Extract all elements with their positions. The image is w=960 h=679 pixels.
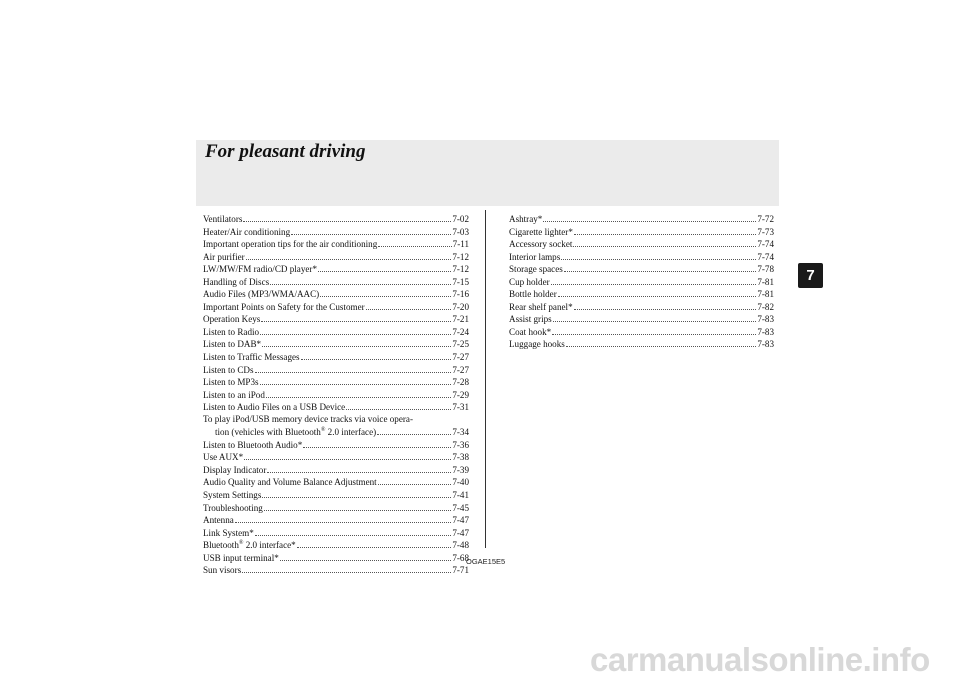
toc-entry-title: Operation Keys — [203, 314, 261, 325]
toc-entry[interactable] — [203, 363, 469, 376]
toc-entry[interactable] — [203, 300, 469, 313]
toc-entry[interactable] — [509, 237, 774, 250]
toc-entry-title: Handling of Discs — [203, 276, 270, 287]
dot-leader — [320, 287, 451, 297]
registered-mark: ® — [238, 540, 244, 547]
toc-entry-title: Storage spaces — [509, 264, 563, 275]
dot-leader — [551, 275, 757, 285]
dot-leader — [318, 262, 451, 272]
toc-entry-title: Important Points on Safety for the Customer — [203, 301, 365, 312]
toc-entry-page: 7-71 — [452, 565, 469, 576]
dot-leader — [558, 287, 757, 297]
toc-entry-page: 7-21 — [452, 314, 469, 325]
dot-leader — [564, 262, 757, 272]
toc-entry-title: Air purifier — [203, 251, 245, 262]
toc-entry-page: 7-73 — [757, 226, 774, 237]
toc-entry[interactable] — [203, 250, 469, 263]
toc-entry-title: Cigarette lighter* — [509, 226, 573, 237]
toc-entry[interactable] — [203, 463, 469, 476]
toc-entry[interactable] — [203, 375, 469, 388]
toc-entry-title: Listen to DAB* — [203, 339, 262, 350]
toc-entry[interactable] — [509, 225, 774, 238]
toc-entry-page: 7-27 — [452, 352, 469, 363]
dot-leader — [574, 225, 756, 235]
toc-entry-page: 7-41 — [452, 490, 469, 501]
toc-entry[interactable] — [509, 250, 774, 263]
dot-leader — [280, 551, 452, 561]
toc-entry[interactable] — [203, 425, 469, 438]
toc-entry-title: Cup holder — [509, 276, 550, 287]
page-code: OGAE15E5 — [466, 557, 506, 566]
toc-entry[interactable] — [203, 275, 469, 288]
dot-leader — [553, 312, 757, 322]
toc-entry-title-text: 2.0 interface) — [325, 427, 377, 438]
toc-entry-title: Coat hook* — [509, 326, 552, 337]
dot-leader — [301, 350, 452, 360]
toc-entry[interactable] — [509, 262, 774, 275]
dot-leader — [244, 450, 451, 460]
toc-entry-title: Assist grips — [509, 314, 552, 325]
toc-entry[interactable] — [203, 337, 469, 350]
toc-entry-title: Listen to Audio Files on a USB Device — [203, 402, 346, 413]
dot-leader — [573, 237, 756, 247]
toc-entry-title: Listen to Bluetooth Audio* — [203, 439, 303, 450]
toc-entry-page: 7-15 — [452, 276, 469, 287]
toc-entry-page: 7-78 — [757, 264, 774, 275]
toc-entry-title: To play iPod/USB memory device tracks via voice opera- — [203, 413, 413, 424]
toc-entry-title: Listen to MP3s — [203, 377, 259, 388]
toc-entry-page: 7-28 — [452, 377, 469, 388]
toc-entry-page: 7-36 — [452, 439, 469, 450]
toc-entry[interactable] — [203, 400, 469, 413]
toc-entry-page: 7-74 — [757, 251, 774, 262]
toc-entry-title-text: Bluetooth — [203, 540, 239, 551]
dot-leader — [566, 337, 757, 347]
dot-leader — [262, 488, 451, 498]
toc-entry[interactable] — [203, 475, 469, 488]
dot-leader — [255, 526, 452, 536]
toc-entry-title: Bottle holder — [509, 289, 557, 300]
dot-leader — [246, 250, 452, 260]
toc-entry-page: 7-27 — [452, 364, 469, 375]
toc-entry-page: 7-24 — [452, 326, 469, 337]
toc-entry-page: 7-82 — [757, 301, 774, 312]
dot-leader — [261, 312, 451, 322]
toc-entry-title: Audio Files (MP3/WMA/AAC) — [203, 289, 320, 300]
toc-entry-page: 7-29 — [452, 389, 469, 400]
dot-leader — [378, 237, 451, 247]
toc-entry[interactable] — [203, 438, 469, 451]
toc-entry-page: 7-83 — [757, 314, 774, 325]
toc-entry[interactable] — [203, 287, 469, 300]
toc-entry[interactable] — [203, 501, 469, 514]
toc-entry[interactable] — [203, 551, 469, 564]
toc-entry[interactable] — [203, 325, 469, 338]
toc-entry[interactable] — [203, 488, 469, 501]
toc-entry[interactable] — [509, 312, 774, 325]
toc-entry-title: Accessory socket — [509, 239, 573, 250]
toc-entry-title: Ashtray* — [509, 214, 543, 224]
toc-entry-title: Listen to Traffic Messages — [203, 352, 300, 363]
toc-entry-title: Luggage hooks — [509, 339, 565, 350]
toc-entry-page: 7-83 — [757, 339, 774, 350]
toc-entry-title: Use AUX* — [203, 452, 244, 463]
toc-entry[interactable] — [509, 287, 774, 300]
toc-entry[interactable] — [203, 212, 469, 225]
watermark: carmanualsonline.info — [590, 641, 930, 678]
toc-entry[interactable] — [509, 275, 774, 288]
dot-leader — [297, 538, 452, 548]
toc-entry-title: Link System* — [203, 527, 254, 538]
dot-leader — [366, 300, 452, 310]
toc-entry-page: 7-68 — [452, 552, 469, 563]
toc-entry-page: 7-12 — [452, 251, 469, 262]
toc-entry[interactable] — [203, 388, 469, 401]
toc-entry-title: Rear shelf panel* — [509, 301, 573, 312]
dot-leader — [243, 212, 451, 222]
toc-entry-title: System Settings — [203, 490, 262, 501]
toc-entry[interactable] — [203, 350, 469, 363]
toc-entry-page: 7-38 — [452, 452, 469, 463]
toc-entry-title: Ventilators — [203, 214, 243, 224]
toc-entry-page: 7-11 — [452, 239, 469, 250]
dot-leader — [255, 363, 452, 373]
dot-leader — [270, 275, 451, 285]
toc-entry[interactable] — [203, 237, 469, 250]
registered-mark: ® — [320, 427, 326, 434]
dot-leader — [264, 501, 452, 511]
toc-entry-page: 7-74 — [757, 239, 774, 250]
toc-entry-page: 7-48 — [452, 540, 469, 551]
dot-leader — [552, 325, 756, 335]
toc-entry[interactable] — [509, 325, 774, 338]
toc-entry-title-text: tion (vehicles with Bluetooth — [215, 427, 321, 438]
dot-leader — [378, 475, 452, 485]
toc-entry-page: 7-40 — [452, 477, 469, 488]
toc-entry-page: 7-20 — [452, 301, 469, 312]
dot-leader — [574, 300, 757, 310]
toc-entry[interactable] — [203, 450, 469, 463]
toc-entry[interactable] — [203, 526, 469, 539]
toc-entry[interactable] — [509, 337, 774, 350]
toc-entry[interactable] — [203, 312, 469, 325]
toc-entry-page: 7-16 — [452, 289, 469, 300]
toc-entry-page: 7-31 — [452, 402, 469, 413]
toc-entry-title: Important operation tips for the air conditioning — [203, 239, 378, 250]
toc-entry[interactable] — [203, 413, 469, 426]
toc-entry[interactable] — [203, 538, 469, 551]
dot-leader — [262, 337, 451, 347]
dot-leader — [260, 325, 451, 335]
toc-entry[interactable] — [509, 212, 774, 225]
toc-entry-page: 7-81 — [757, 276, 774, 287]
toc-entry-page: 7-34 — [452, 427, 469, 438]
section-title: For pleasant driving — [205, 141, 366, 162]
toc-column-left — [203, 212, 469, 576]
toc-entry-page: 7-72 — [757, 214, 774, 224]
toc-entry-title: Heater/Air conditioning — [203, 226, 291, 237]
toc-entry-title: LW/MW/FM radio/CD player* — [203, 264, 317, 275]
toc-entry[interactable] — [203, 262, 469, 275]
toc-entry[interactable] — [203, 513, 469, 526]
toc-entry-page: 7-03 — [452, 226, 469, 237]
toc-entry-title: Sun visors — [203, 565, 242, 576]
toc-entry-title: USB input terminal* — [203, 552, 279, 563]
dot-leader — [235, 513, 452, 523]
dot-leader — [561, 250, 756, 260]
toc-entry-page: 7-12 — [452, 264, 469, 275]
dot-leader — [291, 225, 451, 235]
toc-entry-page: 7-45 — [452, 502, 469, 513]
dot-leader — [346, 400, 451, 410]
dot-leader — [303, 438, 451, 448]
dot-leader — [242, 563, 451, 573]
toc-entry-page: 7-83 — [757, 326, 774, 337]
toc-entry-title: Listen to an iPod — [203, 389, 265, 400]
toc-entry-title: Troubleshooting — [203, 502, 263, 513]
toc-entry-page: 7-39 — [452, 464, 469, 475]
toc-entry-title: Listen to Radio — [203, 326, 260, 337]
toc-entry-page: 7-47 — [452, 515, 469, 526]
column-divider — [485, 210, 486, 548]
toc-entry-page: 7-25 — [452, 339, 469, 350]
chapter-tab: 7 — [798, 263, 823, 288]
toc-entry-page: 7-47 — [452, 527, 469, 538]
toc-entry[interactable] — [203, 563, 469, 576]
dot-leader — [266, 388, 451, 398]
toc-entry-page: 7-02 — [452, 214, 469, 224]
dot-leader — [377, 425, 451, 435]
dot-leader — [267, 463, 451, 473]
toc-entry-title-text: 2.0 interface* — [243, 540, 296, 551]
dot-leader — [260, 375, 452, 385]
toc-column-right — [509, 212, 774, 350]
toc-entry-page: 7-81 — [757, 289, 774, 300]
toc-entry-title: Interior lamps — [509, 251, 561, 262]
dot-leader — [543, 212, 756, 222]
toc-entry-title: Antenna — [203, 515, 234, 526]
toc-entry-title: Display Indicator — [203, 464, 267, 475]
toc-entry[interactable] — [203, 225, 469, 238]
toc-entry-title: Listen to CDs — [203, 364, 254, 375]
toc-entry-title: Audio Quality and Volume Balance Adjustment — [203, 477, 377, 488]
toc-entry[interactable] — [509, 300, 774, 313]
